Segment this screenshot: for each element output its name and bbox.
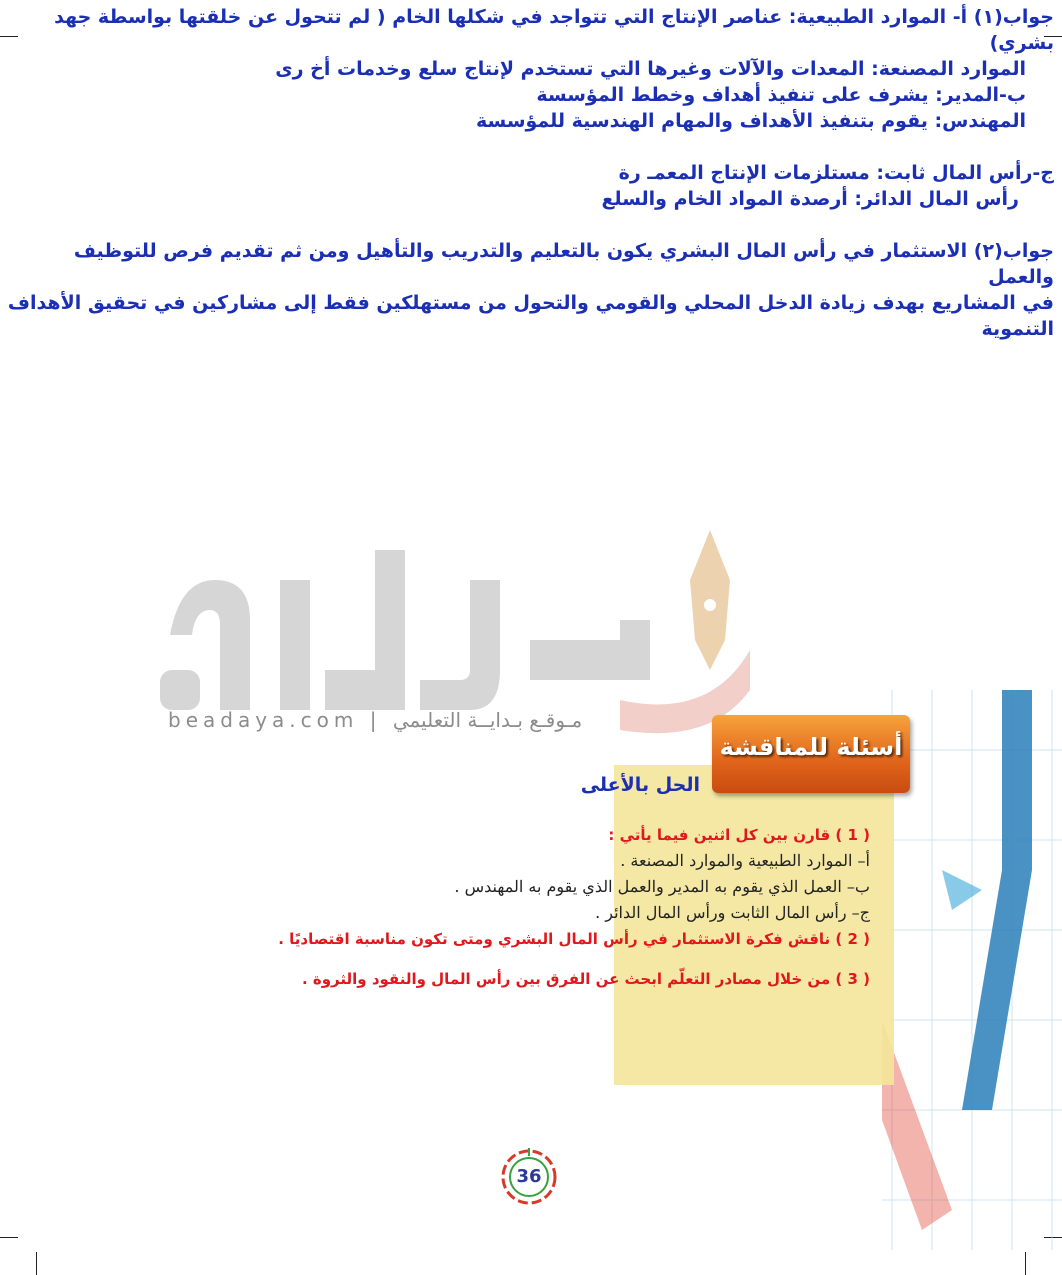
- question-2: ( 2 ) ناقش فكرة الاستثمار في رأس المال البشري ومتى تكون مناسبة اقتصاديًا .: [278, 930, 870, 948]
- discussion-badge-label: أسئلة للمناقشة: [719, 733, 903, 761]
- answers-block: [4, 4, 1054, 342]
- page-number: 36: [516, 1166, 542, 1187]
- answer-2-line: التنموية: [981, 318, 1054, 340]
- answer-1-line: ج-رأس المال ثابت: مستلزمات الإنتاج المعمـ رة: [618, 162, 1054, 184]
- crop-mark: [1025, 1252, 1026, 1275]
- question-1-item: أ– الموارد الطبيعية والموارد المصنعة .: [620, 851, 870, 870]
- answer-1-line: رأس المال الدائر: أرصدة المواد الخام والسلع: [601, 188, 1019, 210]
- watermark-caption: beadaya.com | مـوقـع بـدايــة التعليمي: [168, 708, 583, 732]
- discussion-questions: [250, 822, 870, 992]
- answer-1-line: الموارد المصنعة: المعدات والآلات وغيرها التي تستخدم لإنتاج سلع وخدمات أخ رى: [275, 58, 1026, 80]
- answer-2-line: في المشاريع بهدف زيادة الدخل المحلي والقومي والتحول من مستهلكين فقط إلى مشاركين في تحقيق الأهداف: [7, 292, 1054, 314]
- question-3: ( 3 ) من خلال مصادر التعلّم ابحث عن الفرق بين رأس المال والنقود والثروة .: [301, 970, 870, 988]
- discussion-badge: [712, 715, 910, 793]
- crop-mark: [36, 1252, 37, 1275]
- answer-1-line: ب-المدير: يشرف على تنفيذ أهداف وخطط المؤسسة: [536, 84, 1026, 106]
- answer-2-line: جواب(٢) الاستثمار في رأس المال البشري يكون بالتعليم والتدريب والتأهيل ومن ثم تقديم فرص للتوظيف والعمل: [73, 240, 1054, 288]
- solution-note: الحل بالأعلى: [580, 774, 700, 796]
- question-1-item: ب– العمل الذي يقوم به المدير والعمل الذي يقوم به المهندس .: [454, 877, 870, 896]
- answer-1-line: المهندس: يقوم بتنفيذ الأهداف والمهام الهندسية للمؤسسة: [475, 110, 1026, 132]
- question-1-heading: ( 1 ) قارن بين كل اثنين فيما يأتي :: [608, 826, 870, 844]
- answer-1-line: جواب(١) أ- الموارد الطبيعية: عناصر الإنتاج التي تتواجد في شكلها الخام ( لم تتحول عن خلقتها بواسطة جهد: [54, 6, 1054, 28]
- crop-mark: [0, 1237, 18, 1238]
- question-1-item: ج– رأس المال الثابت ورأس المال الدائر .: [595, 903, 870, 922]
- answer-1-line: بشري): [989, 32, 1054, 54]
